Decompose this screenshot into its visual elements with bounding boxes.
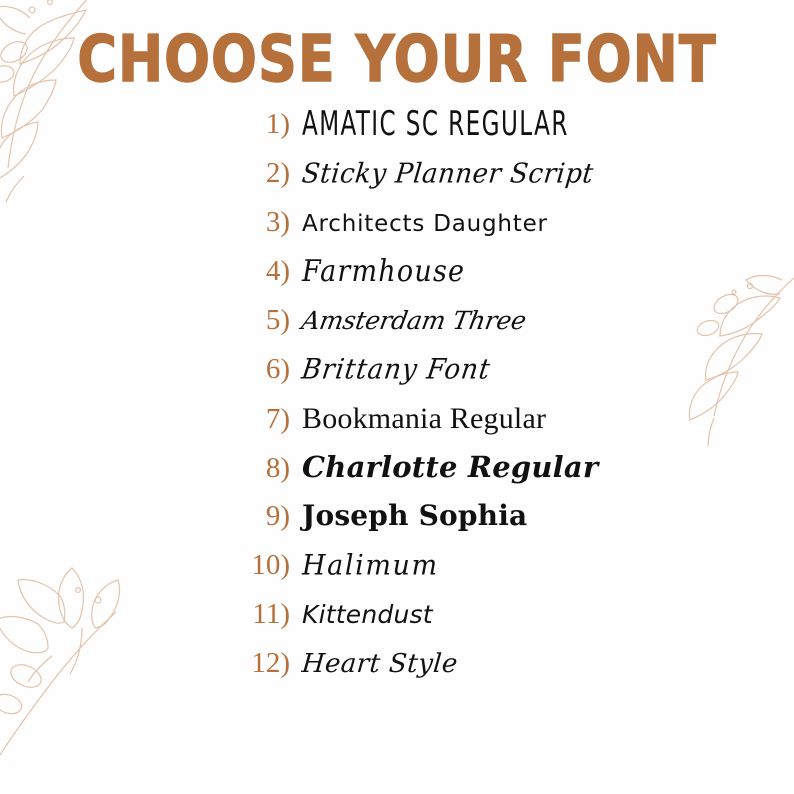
list-item-number: 3)	[265, 206, 290, 238]
list-item-number: 2)	[265, 157, 290, 189]
list-item[interactable]	[228, 208, 748, 257]
font-sample-joseph-sophia: Joseph Sophia	[302, 499, 528, 532]
list-item[interactable]	[228, 105, 748, 159]
font-sample-farmhouse: Farmhouse	[302, 254, 466, 289]
list-item-number: 11)	[252, 598, 290, 630]
font-sample-amatic-sc-regular: AMATIC SC REGULAR	[302, 105, 569, 144]
font-list	[228, 105, 748, 698]
font-sample-amsterdam-three: Amsterdam Three	[299, 306, 529, 335]
list-item[interactable]	[228, 404, 748, 453]
page-title: CHOOSE YOUR FONT	[77, 22, 717, 97]
list-item[interactable]	[228, 551, 748, 600]
font-sample-architects-daughter: Architects Daughter	[302, 211, 548, 237]
list-item[interactable]	[228, 499, 748, 551]
list-item-number: 9)	[265, 500, 290, 532]
list-item-number: 8)	[265, 452, 290, 484]
list-item-number: 1)	[265, 108, 290, 140]
list-item[interactable]	[228, 649, 748, 698]
font-sample-sticky-planner-script: Sticky Planner Script	[300, 158, 596, 190]
list-item[interactable]	[228, 600, 748, 649]
font-sample-charlotte-regular: Charlotte Regular	[302, 450, 599, 484]
list-item-number: 7)	[265, 403, 290, 435]
font-sample-kittendust: Kittendust	[302, 600, 433, 629]
list-item[interactable]	[228, 254, 748, 306]
font-sample-brittany-font: Brittany Font	[299, 353, 493, 387]
list-item[interactable]	[228, 355, 748, 404]
list-item-number: 5)	[265, 304, 290, 336]
font-sample-halimum: Halimum	[302, 549, 439, 582]
list-item-number: 6)	[265, 353, 290, 385]
list-item[interactable]	[228, 159, 748, 208]
font-sample-bookmania-regular: Bookmania Regular	[302, 402, 547, 435]
list-item-number: 4)	[265, 255, 290, 287]
list-item-number: 12)	[251, 647, 290, 679]
list-item[interactable]	[228, 450, 748, 502]
list-item-number: 10)	[251, 549, 290, 581]
list-item[interactable]	[228, 306, 748, 355]
font-sample-heart-style: Heart Style	[300, 649, 460, 679]
floral-corner-bottom-left-icon	[0, 550, 166, 770]
